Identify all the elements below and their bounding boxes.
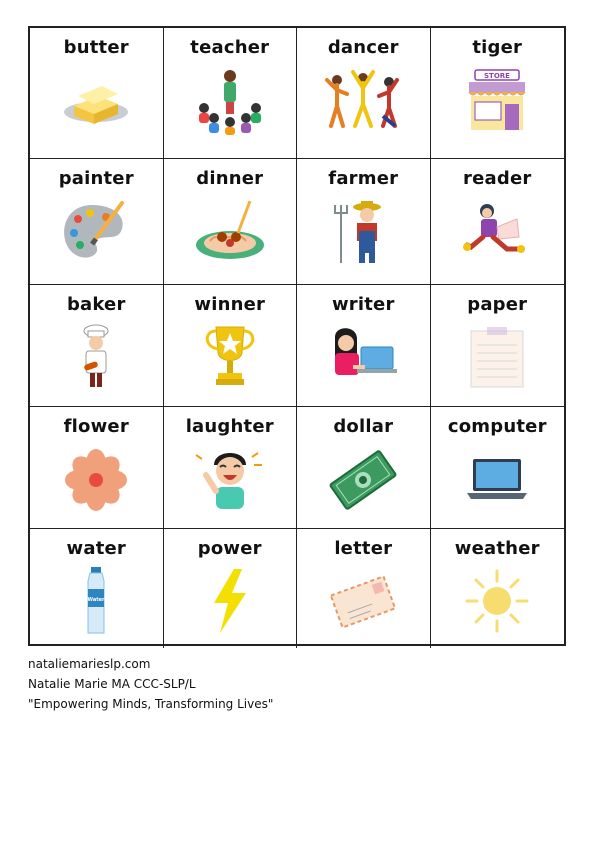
store-sign-text: STORE: [484, 72, 511, 80]
paint-palette-icon: [56, 197, 136, 267]
card-paper: [431, 285, 565, 407]
card-word: weather: [454, 538, 540, 559]
card-teacher: [164, 28, 298, 159]
reader-icon: [457, 197, 537, 267]
bottle-label-text: Water: [87, 597, 105, 603]
teacher-icon: [190, 66, 270, 136]
footer-tagline: "Empowering Minds, Transforming Lives": [28, 697, 274, 711]
card-word: water: [66, 538, 126, 559]
card-word: teacher: [190, 37, 270, 58]
butter-icon: [56, 66, 136, 136]
dancer-icon: [323, 66, 403, 136]
card-word: dollar: [333, 416, 394, 437]
card-word: reader: [463, 168, 532, 189]
card-computer: [431, 407, 565, 529]
card-dinner: [164, 159, 298, 285]
paper-icon: [457, 323, 537, 393]
card-word: dinner: [196, 168, 264, 189]
card-word: flower: [63, 416, 129, 437]
card-painter: [30, 159, 164, 285]
baker-icon: [56, 323, 136, 393]
card-word: winner: [194, 294, 266, 315]
farmer-icon: [323, 197, 403, 267]
store-icon: [457, 66, 537, 136]
footer-author: Natalie Marie MA CCC-SLP/L: [28, 677, 196, 691]
card-winner: [164, 285, 298, 407]
card-dollar: [297, 407, 431, 529]
card-reader: [431, 159, 565, 285]
card-baker: [30, 285, 164, 407]
card-flower: [30, 407, 164, 529]
dollar-bill-icon: [323, 445, 403, 515]
card-word: writer: [331, 294, 395, 315]
card-farmer: [297, 159, 431, 285]
card-power: [164, 529, 298, 648]
card-writer: [297, 285, 431, 407]
card-word: computer: [447, 416, 547, 437]
card-word: paper: [467, 294, 528, 315]
card-dancer: [297, 28, 431, 159]
envelope-icon: [323, 567, 403, 637]
card-word: tiger: [472, 37, 523, 58]
flower-icon: [56, 445, 136, 515]
card-word: baker: [66, 294, 126, 315]
laptop-icon: [457, 445, 537, 515]
sun-icon: [457, 567, 537, 637]
footer: [28, 654, 273, 714]
card-butter: [30, 28, 164, 159]
card-word: butter: [63, 37, 129, 58]
card-tiger: [431, 28, 565, 159]
lightning-icon: [190, 567, 270, 637]
card-water: [30, 529, 164, 648]
card-letter: [297, 529, 431, 648]
card-word: painter: [58, 168, 134, 189]
footer-website: nataliemarieslp.com: [28, 657, 151, 671]
card-word: dancer: [327, 37, 399, 58]
card-laughter: [164, 407, 298, 529]
card-word: power: [197, 538, 262, 559]
spaghetti-icon: [190, 197, 270, 267]
trophy-icon: [190, 323, 270, 393]
water-bottle-icon: [56, 567, 136, 637]
laughing-boy-icon: [190, 445, 270, 515]
card-word: farmer: [328, 168, 399, 189]
writer-icon: [323, 323, 403, 393]
picture-card-grid: [28, 26, 566, 646]
card-word: letter: [334, 538, 393, 559]
card-word: laughter: [185, 416, 274, 437]
card-weather: [431, 529, 565, 648]
